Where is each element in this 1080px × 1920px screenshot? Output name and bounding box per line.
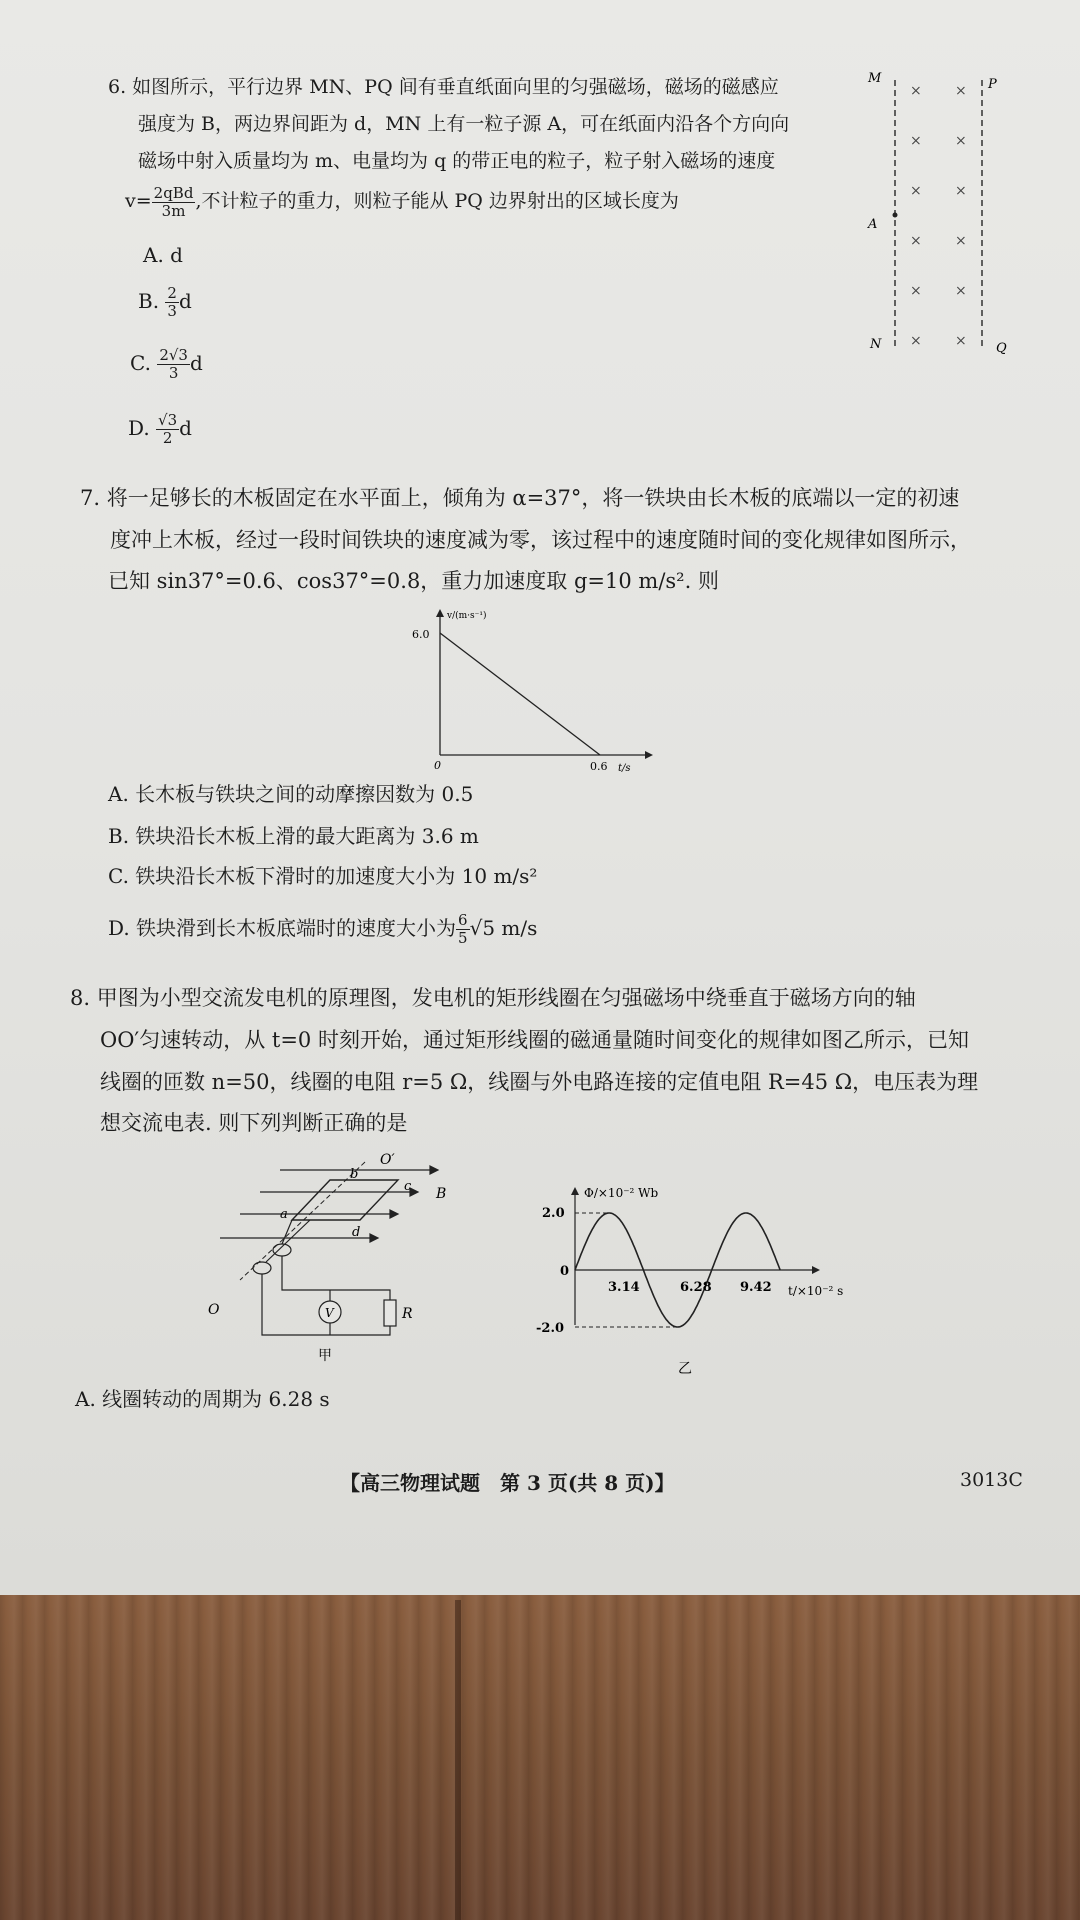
voltmeter-label: V — [325, 1306, 334, 1320]
q6-option-c-tail: d — [189, 351, 203, 375]
x-tick-label: 9.42 — [740, 1280, 772, 1295]
label-q: Q — [996, 341, 1007, 356]
q8-generator-diagram — [200, 1150, 460, 1365]
figure-caption-yi: 乙 — [678, 1361, 692, 1377]
q6-option-b-num: 2 — [167, 284, 177, 302]
field-cross: × — [955, 133, 967, 149]
field-cross: × — [955, 283, 967, 299]
y-axis-arrow — [571, 1187, 579, 1195]
label-d: d — [352, 1225, 361, 1240]
q7-option-d-fraction — [456, 912, 470, 947]
label-n: N — [870, 337, 882, 352]
field-cross: × — [910, 233, 922, 249]
q7-line-1: 7. 将一足够长的木板固定在水平面上，倾角为 α=37°，将一铁块由长木板的底端以一定的初速 — [80, 486, 960, 510]
q7-line-2: 度冲上木板，经过一段时间铁块的速度减为零，该过程中的速度随时间的变化规律如图所示， — [110, 528, 971, 552]
page-footer: 【高三物理试题 第 3 页(共 8 页)】 — [340, 1471, 675, 1495]
q6-option-d-fraction — [156, 412, 179, 447]
y-axis-label: v/(m·s⁻¹) — [447, 611, 487, 621]
field-cross: × — [910, 183, 922, 199]
q6-line-2: 强度为 B，两边界间距为 d，MN 上有一粒子源 A，可在纸面内沿各个方向向 — [138, 113, 790, 135]
q7-option-d — [108, 912, 537, 947]
q6-option-c — [130, 347, 203, 382]
y-tick-label: 6.0 — [412, 628, 430, 641]
q6-option-b — [138, 285, 192, 320]
q7-line-3: 已知 sin37°=0.6、cos37°=0.8，重力加速度取 g=10 m/s². 则 — [108, 569, 719, 593]
x-tick-label: 0.6 — [590, 760, 608, 773]
field-cross: × — [910, 133, 922, 149]
q7-vt-chart — [400, 605, 660, 775]
field-cross: × — [910, 83, 922, 99]
q6-velocity-fraction — [152, 185, 196, 220]
field-cross: × — [955, 333, 967, 349]
label-a: a — [280, 1207, 288, 1222]
field-cross: × — [955, 83, 967, 99]
q6-option-c-den: 3 — [168, 364, 179, 382]
q6-option-d-tail: d — [179, 416, 192, 440]
q6-option-b-label: B. — [138, 289, 160, 313]
field-cross: × — [910, 283, 922, 299]
label-c: c — [404, 1179, 412, 1194]
q6-velocity-prefix: v= — [125, 190, 152, 212]
label-o: O — [208, 1302, 220, 1318]
q8-line-4: 想交流电表. 则下列判断正确的是 — [100, 1111, 408, 1135]
x-axis-label: t/s — [618, 763, 631, 774]
q7-option-d-den: 5 — [458, 929, 468, 947]
q7-option-b: B. 铁块沿长木板上滑的最大距离为 3.6 m — [108, 824, 479, 848]
q6-field-diagram — [860, 60, 1010, 360]
q6-velocity-den: 3m — [161, 201, 186, 220]
origin-label: 0 — [434, 759, 441, 772]
figure-caption-jia: 甲 — [318, 1348, 332, 1364]
y-tick-label: 0 — [560, 1264, 570, 1279]
q6-option-d-num: √3 — [158, 411, 178, 429]
external-circuit — [262, 1256, 390, 1335]
q6-option-c-num: 2√3 — [159, 346, 188, 364]
label-p: P — [988, 77, 997, 92]
q8-line-3: 线圈的匝数 n=50，线圈的电阻 r=5 Ω，线圈与外电路连接的定值电阻 R=45 Ω，电压表为理 — [100, 1070, 979, 1094]
label-b: b — [350, 1167, 359, 1182]
paper-code: 3013C — [960, 1469, 1023, 1491]
q8-line-1: 8. 甲图为小型交流发电机的原理图，发电机的矩形线圈在匀强磁场中绕垂直于磁场方向的轴 — [70, 986, 916, 1010]
field-arrow — [390, 1210, 398, 1218]
q8-line-2: OO′匀速转动，从 t=0 时刻开始，通过矩形线圈的磁通量随时间变化的规律如图乙所示，已知 — [100, 1028, 969, 1052]
q8-flux-chart — [530, 1185, 860, 1385]
q6-line-1: 6. 如图所示，平行边界 MN、PQ 间有垂直纸面向里的匀强磁场，磁场的磁感应 — [108, 76, 779, 98]
velocity-line — [440, 633, 600, 755]
q6-velocity-num: 2qBd — [153, 183, 194, 202]
field-arrow — [430, 1166, 438, 1174]
table-seam — [455, 1600, 461, 1920]
field-cross: × — [955, 183, 967, 199]
q7-option-d-num: 6 — [458, 911, 468, 929]
field-arrow — [370, 1234, 378, 1242]
q6-line-4-text: ,不计粒子的重力，则粒子能从 PQ 边界射出的区域长度为 — [195, 190, 679, 212]
q7-option-d-prefix: D. 铁块滑到长木板底端时的速度大小为 — [108, 916, 457, 940]
field-cross: × — [955, 233, 967, 249]
x-axis-label: t/×10⁻² s — [788, 1284, 844, 1298]
q6-option-b-den: 3 — [167, 302, 177, 320]
resistor-label: R — [402, 1306, 413, 1322]
coil-lead — [282, 1220, 292, 1244]
q7-option-a: A. 长木板与铁块之间的动摩擦因数为 0.5 — [108, 782, 474, 806]
resistor — [384, 1300, 396, 1326]
y-tick-label: 2.0 — [542, 1206, 565, 1221]
q6-option-c-fraction — [157, 347, 190, 382]
wooden-table — [0, 1595, 1080, 1920]
q6-option-d-label: D. — [128, 416, 150, 440]
y-axis-arrow — [436, 609, 444, 617]
q7-option-d-tail: √5 m/s — [469, 916, 538, 940]
q6-option-a: A. d — [143, 243, 183, 267]
particle-source-dot — [893, 213, 898, 218]
q6-option-c-label: C. — [130, 351, 151, 375]
label-field-b: B — [436, 1186, 447, 1202]
x-axis-arrow — [812, 1266, 820, 1274]
coil-lead — [266, 1220, 310, 1262]
q7-option-c: C. 铁块沿长木板下滑时的加速度大小为 10 m/s² — [108, 864, 538, 888]
q6-line-3: 磁场中射入质量均为 m、电量均为 q 的带正电的粒子，粒子射入磁场的速度 — [138, 150, 776, 172]
field-cross: × — [910, 333, 922, 349]
q6-option-b-fraction — [165, 285, 179, 320]
q6-option-d — [128, 412, 192, 447]
q6-option-d-den: 2 — [162, 429, 173, 447]
label-m: M — [868, 71, 882, 86]
label-o-prime: O′ — [380, 1152, 395, 1168]
x-tick-label: 6.28 — [680, 1280, 712, 1295]
q8-option-a: A. 线圈转动的周期为 6.28 s — [75, 1387, 330, 1411]
x-tick-label: 3.14 — [608, 1280, 640, 1295]
slip-ring — [273, 1244, 291, 1256]
q6-line-4 — [125, 184, 679, 220]
x-axis-arrow — [645, 751, 653, 759]
slip-ring — [253, 1262, 271, 1274]
y-tick-label: -2.0 — [536, 1321, 565, 1336]
q6-option-b-tail: d — [178, 289, 192, 313]
y-axis-label: Φ/×10⁻² Wb — [584, 1186, 659, 1200]
label-a: A — [868, 217, 878, 232]
